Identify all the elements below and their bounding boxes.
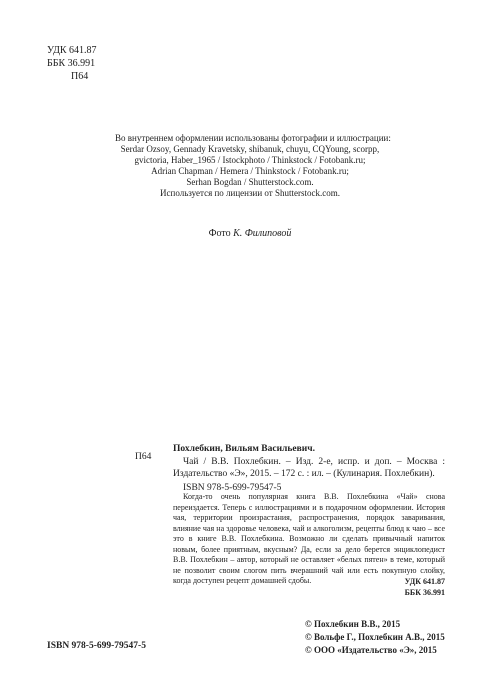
credits-line: Используется по лицензии от Shutterstock.com. (160, 188, 340, 198)
classification-bottom (390, 577, 445, 598)
copyright-line: © Похлебкин В.В., 2015 (305, 619, 401, 629)
udk-code-bottom: УДК 641.87 (404, 577, 445, 586)
isbn-bottom: ISBN 978-5-699-79547-5 (47, 641, 146, 651)
catalog-author: Похлебкин, Вильям Васильевич. (173, 444, 315, 454)
classification-top (47, 44, 97, 83)
photo-credit-name: К. Филиповой (233, 228, 292, 239)
copyright-line: © ООО «Издательство «Э», 2015 (305, 645, 437, 655)
copyright-line: © Вольфе Г., Похлебкин А.В., 2015 (305, 632, 445, 642)
author-mark: П64 (71, 71, 89, 82)
credits-line: Serhan Bogdan / Shutterstock.com. (186, 177, 314, 187)
illustration-credits (115, 133, 391, 199)
credits-line: Adrian Chapman / Hemera / Thinkstock / Fotobank.ru; (151, 166, 349, 176)
bbk-code: ББК 36.991 (47, 58, 96, 69)
photo-credit-label: Фото (208, 228, 231, 239)
bbk-code-bottom: ББК 36.991 (404, 587, 445, 597)
catalog-code: П64 (135, 452, 152, 462)
copyright-block (305, 618, 445, 657)
photo-credit (0, 228, 500, 239)
credits-line: gvictoria, Haber_1965 / Istockphoto / Thinkstock / Fotobank.ru; (134, 155, 366, 165)
catalog-isbn: ISBN 978-5-699-79547-5 (183, 483, 282, 493)
catalog-entry: Чай / В.В. Похлебкин. – Изд. 2-е, испр. и доп. – Москва : Издательство «Э», 2015. – 172 с. : ил. – (Кулинария. Похлебкин). (173, 457, 445, 479)
credits-line: Serdar Ozsoy, Gennady Kravetsky, shibanuk, chuyu, CQYoung, scorpp, (120, 144, 380, 154)
credits-line: Во внутреннем оформлении использованы фотографии и иллюстрации: (115, 133, 391, 143)
udk-code: УДК 641.87 (47, 45, 97, 56)
book-abstract: Когда-то очень популярная книга В.В. Похлебкина «Чай» снова переиздается. Теперь с иллюстрациями и в подарочном оформлении. История чая, территории произрастания, распространения, порядок заваривания, влияние чая на здоровье человека, чай и алкоголизм, рецепты блюд к чаю – все это в книге В.В. Похлебкина. Возможно ли сделать привычный напиток новым, более приятным, вкусным? Да, если за дело берется энциклопедист В.В. Похлебкин – автор, который не оставляет «белых пятен» в теме, который не позволит своим слогом пить вчерашний чай или есть покупную слойку, когда доступен рецепт домашней сдобы. (173, 492, 445, 585)
